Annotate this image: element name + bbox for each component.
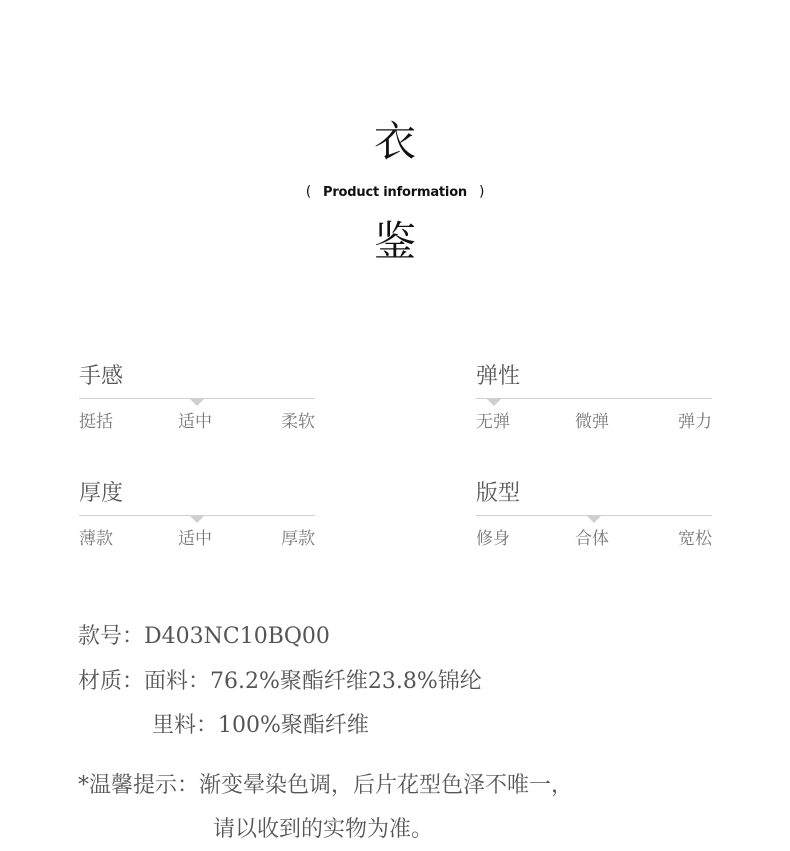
material-line <box>78 667 482 697</box>
attribute-label: 手感 <box>79 364 124 389</box>
attribute-option: 无弹 <box>476 412 510 432</box>
subtitle-text: Product information <box>323 185 467 200</box>
tip-line <box>78 771 573 801</box>
style-number-key: 款号： <box>78 624 145 649</box>
attribute-option: 宽松 <box>678 529 712 549</box>
attribute-thickness <box>79 479 315 559</box>
attribute-label: 版型 <box>476 481 521 506</box>
tip-text-line2: 请以收到的实物为准。 <box>213 817 434 842</box>
attribute-option: 挺括 <box>79 412 113 432</box>
heading-char-top: 衣 <box>373 117 416 166</box>
attribute-option: 柔软 <box>281 412 315 432</box>
heading-char-bottom: 鉴 <box>373 217 416 266</box>
attribute-option: 弹力 <box>678 412 712 432</box>
style-number-value: D403NC10BQ00 <box>144 624 330 649</box>
attribute-option: 薄款 <box>79 529 113 549</box>
tip-text-line1: 渐变晕染色调，后片花型色泽不唯一， <box>199 773 574 798</box>
fabric-key: 面料： <box>144 669 211 694</box>
attribute-hand-feel <box>79 362 315 442</box>
attribute-fit <box>476 479 712 559</box>
selected-marker-icon <box>190 399 204 406</box>
attribute-label: 弹性 <box>476 364 521 389</box>
tip-line-2 <box>213 815 433 845</box>
attribute-elasticity <box>476 362 712 442</box>
selected-marker-icon <box>487 399 501 406</box>
material-key: 材质： <box>78 669 145 694</box>
subtitle-open-paren: ( <box>305 184 312 200</box>
lining-line <box>152 711 369 741</box>
lining-key: 里料： <box>152 713 219 738</box>
fabric-value: 76.2%聚酯纤维23.8%锦纶 <box>210 669 482 694</box>
attribute-scale-line <box>476 398 712 399</box>
subtitle-close-paren: ) <box>478 184 485 200</box>
selected-marker-icon <box>190 516 204 523</box>
style-number-line <box>78 622 330 652</box>
heading-subtitle <box>0 183 790 202</box>
attribute-option: 厚款 <box>281 529 315 549</box>
attribute-option: 合体 <box>575 529 609 549</box>
tip-key: *温馨提示： <box>78 773 200 798</box>
attribute-label: 厚度 <box>79 481 124 506</box>
selected-marker-icon <box>587 516 601 523</box>
attribute-option: 适中 <box>178 529 212 549</box>
attribute-option: 适中 <box>178 412 212 432</box>
attribute-option: 微弹 <box>575 412 609 432</box>
attribute-option: 修身 <box>476 529 510 549</box>
lining-value: 100%聚酯纤维 <box>218 713 369 738</box>
